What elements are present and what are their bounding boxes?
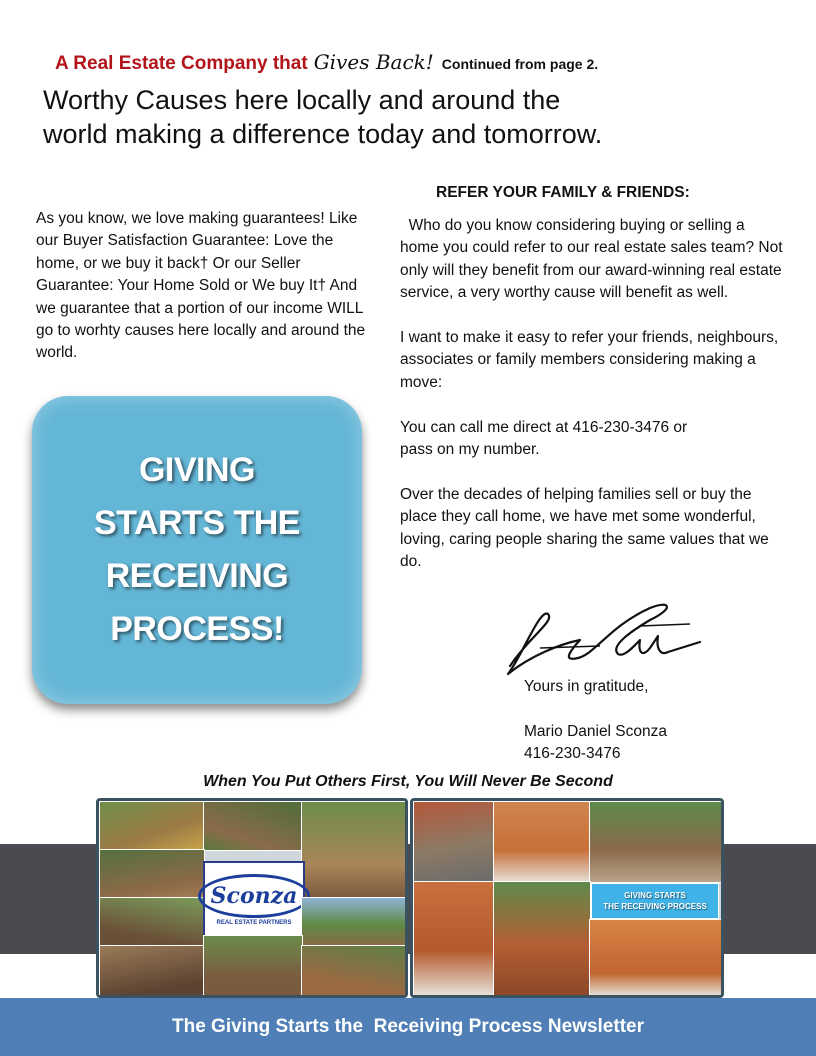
continued-note: Continued from page 2. <box>441 56 599 72</box>
sconza-logo <box>203 861 305 939</box>
photo-man-seated <box>413 801 495 883</box>
mini-banner-line-1: GIVING STARTS <box>624 891 686 900</box>
photo-collage-left <box>96 798 408 998</box>
photo-swans <box>413 881 495 997</box>
pass-number-line: pass on my number. <box>400 441 540 459</box>
agent-name: Mario Daniel Sconza <box>524 722 668 740</box>
photo-trench <box>493 881 591 997</box>
refer-paragraph-1: Who do you know considering buying or selling a home you could refer to our real estate sales team? Not only will they benefit from our award-winning real estate service, a very worthy cause will benefit as well. <box>400 217 783 302</box>
photo-trees <box>99 897 205 947</box>
refer-paragraph-3 <box>400 417 785 462</box>
refer-body <box>400 215 785 596</box>
tagline <box>55 50 598 75</box>
handwritten-signature <box>500 596 705 685</box>
mini-banner-line-2: THE RECEIVING PROCESS <box>603 902 707 911</box>
company-line: A Real Estate Company that <box>55 53 308 74</box>
photo-geese-water <box>589 919 723 997</box>
newsletter-footer <box>0 998 816 1056</box>
giving-callout-box <box>32 396 362 704</box>
photo-forest-path <box>203 935 303 997</box>
photo-rocks <box>99 945 205 997</box>
photo-volunteers <box>589 801 723 883</box>
intro-paragraph: As you know, we love making guarantees! Like our Buyer Satisfaction Guarantee: Love the home, or we buy it back† Or our Seller Guarantee: Your Home Sold or We buy It† And we guarantee that a portion of our income WILL go to worhty causes here locally and around the world. <box>36 210 366 362</box>
signature-graphic <box>500 596 705 680</box>
headline-line-1: Worthy Causes here locally and around the <box>43 85 561 115</box>
gives-back-script: Gives Back! <box>313 50 434 74</box>
page-headline <box>43 83 783 151</box>
photo-excavator <box>99 801 205 851</box>
giving-callout-text <box>94 444 300 656</box>
footer-title: The Giving Starts the Receiving Process Newsletter <box>172 1016 644 1037</box>
call-direct-line: You can call me direct at 416-230-3476 or <box>400 418 688 436</box>
refer-heading: REFER YOUR FAMILY & FRIENDS: <box>436 184 690 201</box>
giving-line-1: GIVING <box>138 451 256 489</box>
headline-line-2: world making a difference today and tomorrow. <box>43 119 603 149</box>
photo-geese-pond <box>493 801 591 883</box>
giving-line-4: PROCESS! <box>110 610 284 648</box>
motto: When You Put Others First, You Will Never Be Second <box>203 773 613 790</box>
closing-line: Yours in gratitude, <box>524 678 649 695</box>
photo-clearing <box>99 849 205 899</box>
refer-paragraph-4: Over the decades of helping families sell or buy the place they call home, we have met some wonderful, loving, caring people sharing the same values that we do. <box>400 485 769 571</box>
photo-field-workers <box>301 897 407 947</box>
sconza-logo-wordmark: Sconza <box>198 874 311 918</box>
sconza-logo-subtitle: REAL ESTATE PARTNERS <box>216 920 292 926</box>
giving-line-2: STARTS THE <box>94 504 300 542</box>
giving-line-3: RECEIVING <box>105 557 289 595</box>
signoff-block <box>524 676 667 766</box>
agent-phone: 416-230-3476 <box>524 745 621 763</box>
photo-digging-site <box>301 801 407 899</box>
photo-workers-shade <box>203 801 303 851</box>
photo-collage-right <box>410 798 724 998</box>
mini-giving-banner <box>591 883 719 919</box>
refer-paragraph-2: I want to make it easy to refer your friends, neighbours, associates or family members considering making a move: <box>400 329 779 391</box>
photo-logs <box>301 945 407 997</box>
